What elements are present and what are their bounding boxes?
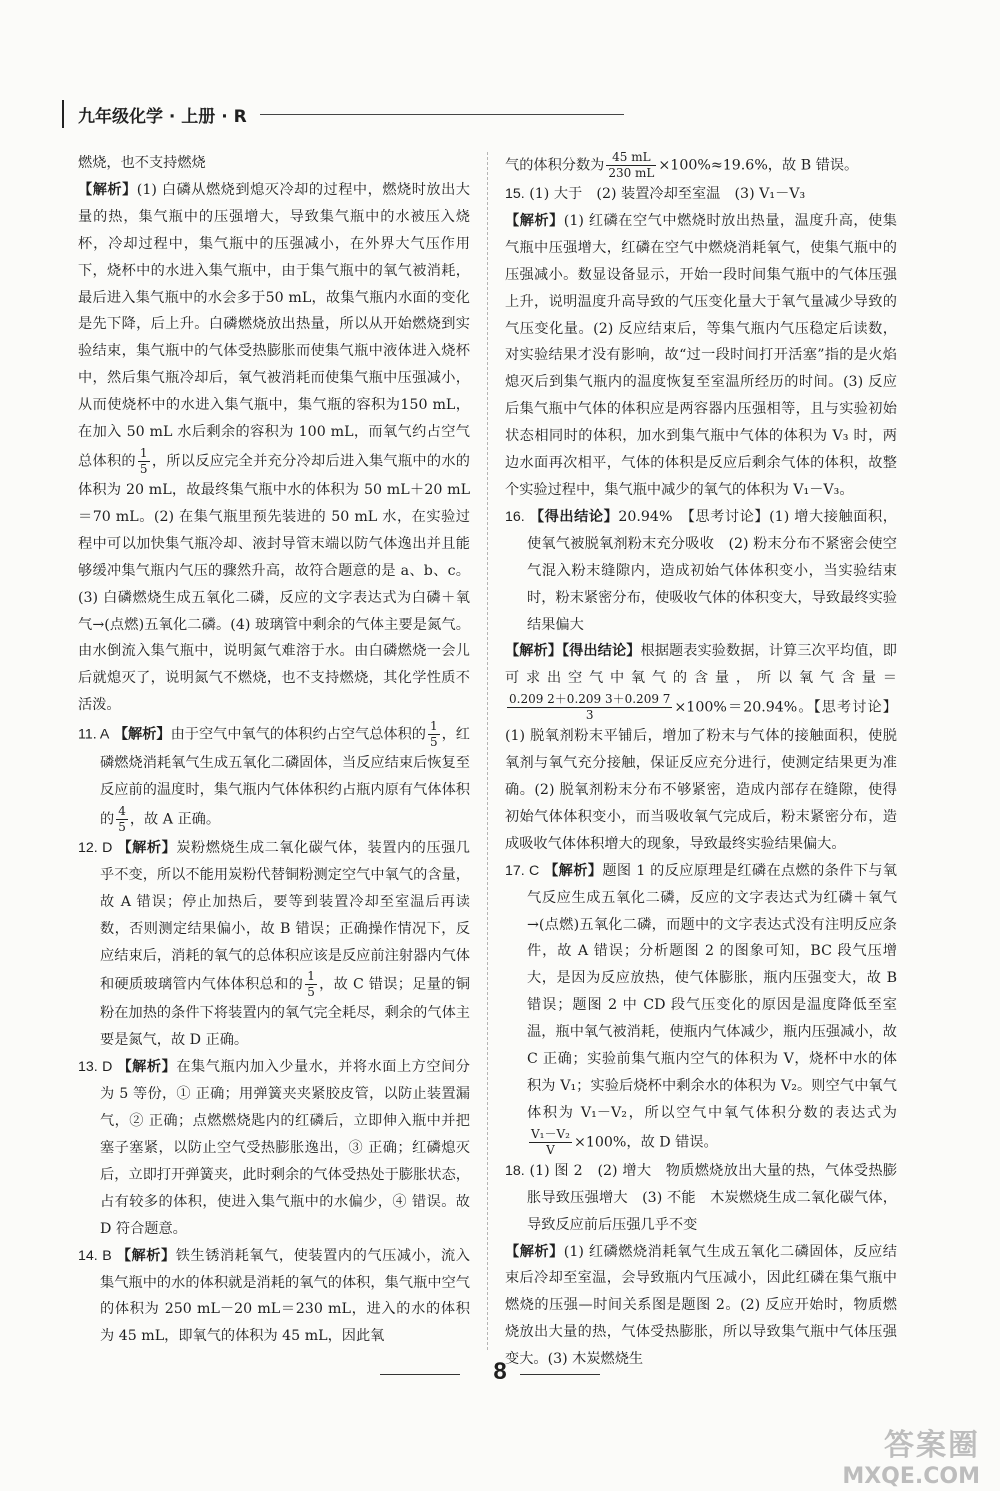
left-column <box>78 150 470 1350</box>
analysis-tag: 【解析】 <box>116 1247 176 1264</box>
body-text: 20.94% 【思考讨论】(1) 增大接触面积，使氧气被脱氧剂粉末充分吸收 (2) 粉末分布不紧密会使空气混入粉末缝隙内，造成初始气体体积变小，当实验结束时，粉末紧密分布，使吸收气体的体积变大，导致最终实验结果偏大 <box>527 508 897 633</box>
header-rule <box>260 114 624 115</box>
answer-item <box>505 181 897 208</box>
analysis-tag: 【解析】 <box>505 1243 564 1260</box>
item-number: 18. <box>505 1162 525 1179</box>
paragraph <box>505 150 897 181</box>
item-number: 15. <box>505 186 525 202</box>
page-number: 8 <box>493 1358 507 1385</box>
body-text: ，红磷燃烧消耗氧气生成五氧化二磷固体，当反应结束后恢复至反应前的温度时，集气瓶内气体体积约占瓶内原有气体体积的 <box>100 726 470 828</box>
analysis-tag: 【解析】 <box>78 181 137 198</box>
fraction-denominator: 5 <box>307 985 315 1000</box>
answer-item <box>78 1243 470 1351</box>
body-text: ×100%，故 D 错误。 <box>573 1134 718 1151</box>
body-text: (1) 大于 (2) 装置冷却至室温 (3) V₁－V₃ <box>529 186 806 202</box>
fraction <box>507 692 672 723</box>
body-text: 在集气瓶内加入少量水，并将水面上方空间分为 5 等份，① 正确；用弹簧夹夹紧胶皮管，以防止装置漏气，② 正确；点燃燃烧匙内的红磷后，立即伸入瓶中并把塞子塞紧，以防止空气受热膨胀逸出，③ 正确；红磷熄灭后，立即打开弹簧夹，此时剩余的气体受热处于膨胀状态，占有较多的体积，使进入集气瓶中的水偏少，④ 错误。故 D 符合题意。 <box>100 1059 470 1237</box>
item-number: 17. C <box>505 862 540 879</box>
watermark <box>842 1420 980 1489</box>
analysis-tag: 【解析】【得出结论】 <box>505 643 641 660</box>
body-text: ，故 A 正确。 <box>129 811 221 828</box>
body-text: 由于空气中氧气的体积约占空气总体积的 <box>170 726 426 743</box>
body-text: (1) 图 2 (2) 增大 物质燃烧放出大量的热，气体受热膨胀导致压强增大 (3) 不能 木炭燃烧生成二氧化碳气体，导致反应前后压强几乎不变 <box>527 1162 897 1233</box>
paragraph <box>78 177 470 719</box>
fraction-numerator: 0.209 2＋0.209 3＋0.209 7 <box>509 692 671 707</box>
fraction <box>606 150 656 181</box>
paragraph <box>78 150 470 177</box>
item-number: 12. D <box>78 839 113 856</box>
body-text: 燃烧，也不支持燃烧 <box>78 155 206 171</box>
body-text: (1) 白磷从燃烧到熄灭冷却的过程中，燃烧时放出大量的热，集气瓶中的压强增大，导致集气瓶中的水被压入烧杯，冷却过程中，集气瓶中的压强减小，在外界大气压作用下，烧杯中的水进入集气瓶中，由于集气瓶中的氧气被消耗，最后进入集气瓶中的水会多于50 mL，故集气瓶内水面的变化是先下降，后上升。白磷燃烧放出热量，所以从开始燃烧到实验结束，集气瓶中的气体受热膨胀而使集气瓶中液体进入烧杯中，然后集气瓶冷却后，氧气被消耗而使集气瓶中压强减小，从而使烧杯中的水进入集气瓶中，集气瓶的容积为150 mL，在加入 50 mL 水后剩余的容积为 100 mL，而氧气约占空气总体积的 <box>78 181 470 470</box>
fraction-denominator: 5 <box>118 819 126 834</box>
item-number: 16. <box>505 508 525 525</box>
answer-item <box>78 719 470 835</box>
fraction-numerator: 1 <box>307 969 315 984</box>
fraction-denominator: 3 <box>585 708 594 723</box>
analysis-tag: 【解析】 <box>117 839 177 856</box>
analysis-tag: 【得出结论】 <box>529 508 619 525</box>
fraction-numerator: 1 <box>139 445 148 460</box>
fraction-numerator: V₁－V₂ <box>531 1126 570 1141</box>
body-text: 铁生锈消耗氧气，使装置内的气压减小，流入集气瓶中的水的体积就是消耗的氧气的体积，集气瓶中空气的体积为 250 mL－20 mL＝230 mL，进入的水的体积为 45 mL，即氧气的体积为 45 mL，因此氧 <box>100 1247 470 1345</box>
footer-rule-left <box>380 1374 460 1375</box>
running-header <box>62 100 624 128</box>
fraction <box>116 804 128 835</box>
item-number: 14. B <box>78 1247 112 1264</box>
column-divider <box>487 152 488 1350</box>
body-text: ×100%≈19.6%，故 B 错误。 <box>658 157 859 174</box>
body-text: (1) 红磷燃烧消耗氧气生成五氧化二磷固体，反应结束后冷却至室温，会导致瓶内气压减小，因此红磷在集气瓶中燃烧的压强—时间关系图是题图 2。(2) 反应开始时，物质燃烧放出大量的热，气体受热膨胀，所以导致集气瓶中气体压强变大。(3) 木炭燃烧生 <box>505 1243 897 1368</box>
fraction-denominator: 230 mL <box>608 166 655 180</box>
paragraph <box>505 208 897 504</box>
body-text: ，所以反应完全并充分冷却后进入集气瓶中的水的体积为 20 mL，故最终集气瓶中水的体积为 50 mL＋20 mL＝70 mL。(2) 在集气瓶里预先装进的 50 mL 水，在实验过程中可以加快集气瓶冷却、液封导管末端以防气体逸出并且能够缓冲集气瓶内气压的骤然升高，故符合题意的是 a、b、c。(3) 白磷燃烧生成五氧化二磷，反应的文字表达式为白磷＋氧气→(点燃)五氧化二磷。(4) 玻璃管中剩余的气体主要是氮气。由水倒流入集气瓶中，说明氮气难溶于水。由白磷燃烧一会儿后就熄灭了，说明氮气不燃烧，也不支持燃烧，其化学性质不活泼。 <box>78 453 470 714</box>
body-text: 气的体积分数为 <box>505 157 605 174</box>
footer-rule-right <box>520 1374 600 1375</box>
answer-item <box>505 1158 897 1239</box>
fraction-numerator: 45 mL <box>606 150 656 166</box>
body-text: 炭粉燃烧生成二氧化碳气体，装置内的压强几乎不变，所以不能用炭粉代替铜粉测定空气中氧气的含量，故 A 错误；停止加热后，要等到装置冷却至室温后再读数，否则测定结果偏小，故 B 错误；正确操作情况下，反应结束后，消耗的氧气的总体积应该是反应前注射器内气体和硬质玻璃管内气体体积总和的 <box>100 839 470 993</box>
item-number: 13. D <box>78 1059 113 1076</box>
watermark-logo: 答案圈 <box>884 1428 980 1463</box>
analysis-tag: 【解析】 <box>505 212 564 229</box>
fraction <box>305 969 317 1000</box>
fraction <box>138 446 150 477</box>
header-title: 九年级化学 · 上册 · R <box>78 107 247 127</box>
fraction-denominator: 5 <box>429 735 438 750</box>
body-text: 题图 1 的反应原理是红磷在点燃的条件下与氧气反应生成五氧化二磷，反应的文字表达式为红磷＋氧气→(点燃)五氧化二磷，而题中的文字表达式没有注明反应条件，故 A 错误；分析题图 2 的图象可知，BC 段气压增大，是因为反应放热，使气体膨胀，瓶内压强变大，故 B 错误；题图 2 中 CD 段气压变化的原因是温度降低至室温，瓶中氧气被消耗，使瓶内气体减少，瓶内压强减小，故 C 正确；实验前集气瓶内空气的体积为 V，烧杯中水的体积为 V₁；实验后烧杯中剩余水的体积为 V₂。则空气中氧气体积为 V₁－V₂，所以空气中氧气体积分数的表达式为 <box>527 862 897 1121</box>
body-text: ×100%＝20.94%。【思考讨论】(1) 脱氧剂粉末平铺后，增加了粉末与气体的接触面积，使脱氧剂与氧气充分接触，保证反应充分进行，使测定结果更为准确。(2) 脱氧剂粉末分布不够紧密，造成内部存在缝隙，使得初始气体体积变小，而当吸收氧气完成后，粉末紧密分布，造成吸收气体体积增大的现象，导致最终实验结果偏大。 <box>505 699 897 852</box>
fraction-denominator: 5 <box>139 461 148 476</box>
fraction-denominator: V <box>546 1142 555 1157</box>
fraction <box>529 1127 572 1158</box>
item-number: 11. A <box>78 726 110 743</box>
answer-item <box>505 504 897 639</box>
answer-item <box>78 835 470 1054</box>
body-text: ，故 C 错误；足量的铜粉在加热的条件下将装置内的氧气完全耗尽，剩余的气体主要是氮气，故 D 正确。 <box>100 976 470 1049</box>
fraction-numerator: 1 <box>429 719 438 734</box>
analysis-tag: 【解析】 <box>117 1059 177 1076</box>
body-text: 根据题表实验数据，计算三次平均值，即可求出空气中氧气的含量，所以氧气含量＝ <box>505 643 897 687</box>
paragraph <box>505 638 897 857</box>
analysis-tag: 【解析】 <box>113 726 171 743</box>
analysis-tag: 【解析】 <box>544 862 603 879</box>
paragraph <box>505 1239 897 1374</box>
body-text: (1) 红磷在空气中燃烧时放出热量，温度升高，使集气瓶中压强增大，红磷在空气中燃烧消耗氧气，使集气瓶中的压强减小。数显设备显示，开始一段时间集气瓶中的气体压强上升，说明温度升高导致的气压变化量大于氧气量减少导致的气压变化量。(2) 反应结束后，等集气瓶内气压稳定后读数，对实验结果才没有影响，故“过一段时间打开活塞”指的是火焰熄灭后到集气瓶内的温度恢复至室温所经历的时间。(3) 反应后集气瓶中气体的体积应是两容器内压强相等，且与实验初始状态相同时的体积，加水到集气瓶中气体的体积为 V₃ 时，两边水面再次相平，气体的体积是反应后剩余气体的体积，故整个实验过程中，集气瓶中减少的氧气的体积为 V₁－V₃。 <box>505 212 897 498</box>
answer-item <box>78 1054 470 1242</box>
right-column <box>505 150 897 1373</box>
fraction-numerator: 4 <box>118 803 126 818</box>
answer-item <box>505 858 897 1158</box>
watermark-url: MXQE.COM <box>842 1464 980 1489</box>
fraction <box>428 719 440 750</box>
